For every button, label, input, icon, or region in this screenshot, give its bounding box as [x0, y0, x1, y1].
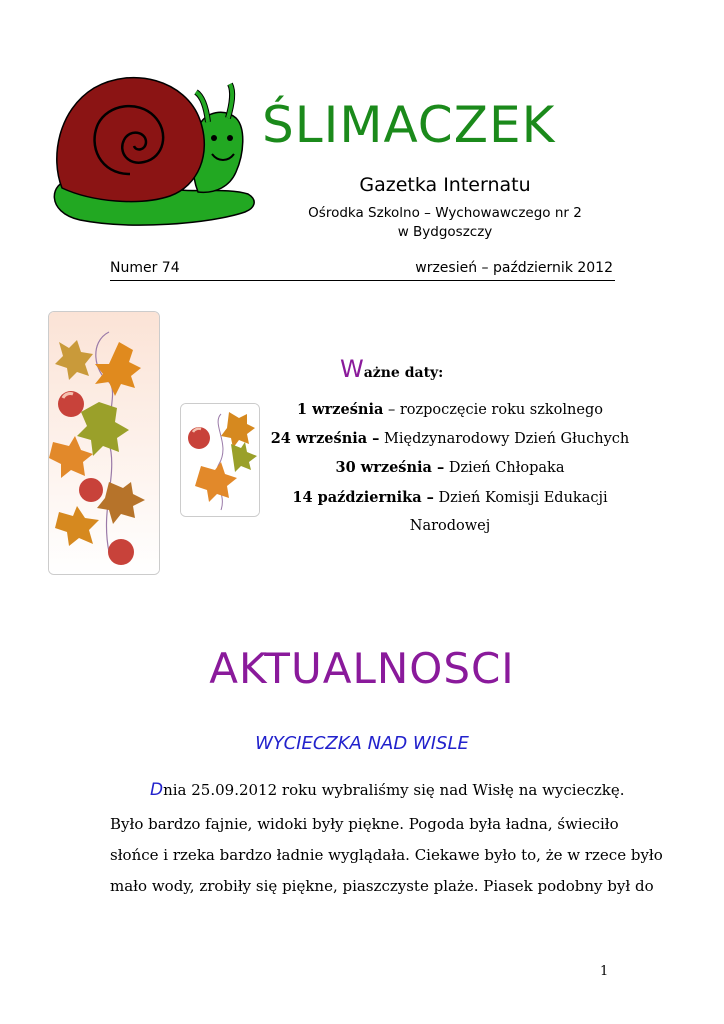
date-item: 30 września – Dzień Chłopaka	[335, 459, 565, 476]
drop-cap: D	[150, 780, 164, 800]
organization-line-1: Ośrodka Szkolno – Wychowawczego nr 2	[308, 205, 582, 221]
issue-number: Numer 74	[110, 260, 180, 276]
date-item: 14 października – Dzień Komisji Edukacji	[292, 489, 608, 506]
issue-row	[110, 260, 615, 281]
article-title: WYCIECZKA NAD WISLE	[255, 733, 469, 754]
page-number: 1	[600, 964, 609, 979]
important-dates-heading: Ważne daty:	[340, 355, 444, 383]
section-title: AKTUALNOSCI	[209, 644, 515, 693]
autumn-leaves-illustration	[48, 311, 160, 575]
article-line: słońce i rzeka bardzo ładnie wyglądała. Ciekawe było to, że w rzece było	[110, 846, 663, 864]
article-first-line: Dnia 25.09.2012 roku wybraliśmy się nad Wisłę na wycieczkę.	[150, 780, 625, 800]
organization-line-2: w Bydgoszczy	[397, 224, 493, 240]
issue-date: wrzesień – październik 2012	[415, 260, 613, 276]
snail-logo	[40, 62, 270, 234]
newsletter-title: ŚLIMACZEK	[262, 96, 556, 154]
date-item-continuation: Narodowej	[409, 518, 491, 534]
date-item: 24 września – Międzynarodowy Dzień Głuchych	[270, 430, 630, 447]
date-item: 1 września – rozpoczęcie roku szkolnego	[297, 401, 603, 418]
newsletter-subtitle: Gazetka Internatu	[359, 174, 531, 196]
article-line: mało wody, zrobiły się piękne, piaszczyste plaże. Piasek podobny był do	[110, 877, 654, 895]
article-line: Było bardzo fajnie, widoki były piękne. Pogoda była ładna, świeciło	[110, 815, 619, 833]
